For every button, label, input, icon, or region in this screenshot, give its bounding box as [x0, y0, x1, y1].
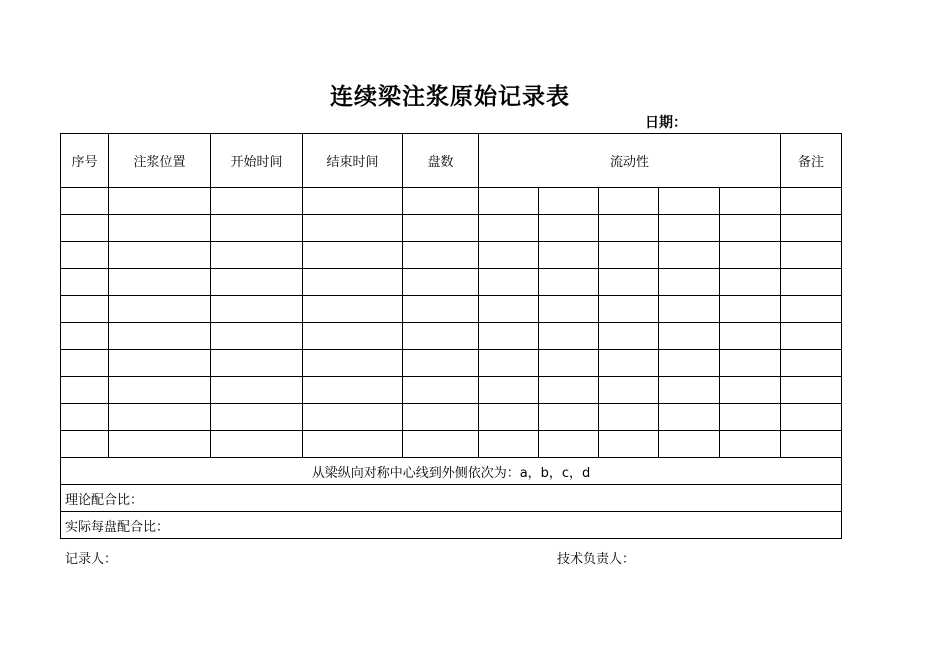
table-cell[interactable] — [720, 431, 781, 458]
table-cell[interactable] — [539, 242, 599, 269]
table-cell[interactable] — [211, 323, 303, 350]
table-cell[interactable] — [403, 350, 479, 377]
table-cell[interactable] — [109, 188, 211, 215]
record-table — [60, 133, 842, 539]
table-cell[interactable] — [479, 188, 539, 215]
table-cell[interactable] — [403, 431, 479, 458]
table-cell[interactable] — [211, 404, 303, 431]
table-cell[interactable] — [539, 431, 599, 458]
table-cell[interactable] — [479, 404, 539, 431]
table-cell[interactable] — [720, 215, 781, 242]
table-row — [61, 404, 842, 431]
table-cell[interactable] — [303, 296, 403, 323]
table-cell[interactable] — [303, 323, 403, 350]
table-cell[interactable] — [109, 269, 211, 296]
table-cell[interactable] — [781, 215, 842, 242]
note-row-text: 从梁纵向对称中心线到外侧依次为：a，b，c，d — [61, 458, 842, 485]
table-cell[interactable] — [599, 215, 659, 242]
table-cell[interactable] — [303, 431, 403, 458]
table-cell[interactable] — [479, 296, 539, 323]
table-cell[interactable] — [539, 188, 599, 215]
table-cell[interactable] — [659, 323, 720, 350]
actual-mix-row — [61, 512, 842, 539]
theory-mix-row — [61, 485, 842, 512]
table-cell[interactable] — [659, 350, 720, 377]
table-cell[interactable] — [109, 377, 211, 404]
table-cell[interactable] — [659, 269, 720, 296]
table-cell[interactable] — [599, 188, 659, 215]
table-cell[interactable] — [781, 296, 842, 323]
table-cell[interactable] — [479, 377, 539, 404]
table-cell[interactable] — [211, 215, 303, 242]
table-cell[interactable] — [539, 215, 599, 242]
table-row — [61, 431, 842, 458]
table-cell[interactable] — [720, 188, 781, 215]
table-cell[interactable] — [303, 188, 403, 215]
table-cell[interactable] — [61, 269, 109, 296]
table-cell[interactable] — [720, 296, 781, 323]
table-cell[interactable] — [211, 188, 303, 215]
table-row — [61, 242, 842, 269]
table-cell[interactable] — [781, 242, 842, 269]
table-cell[interactable] — [720, 269, 781, 296]
table-cell[interactable] — [403, 215, 479, 242]
table-cell[interactable] — [781, 188, 842, 215]
table-cell[interactable] — [479, 431, 539, 458]
table-cell[interactable] — [659, 188, 720, 215]
header-fluidity: 流动性 — [479, 134, 781, 188]
table-cell[interactable] — [109, 350, 211, 377]
table-cell[interactable] — [303, 269, 403, 296]
table-cell[interactable] — [109, 296, 211, 323]
table-cell[interactable] — [659, 431, 720, 458]
table-cell[interactable] — [479, 242, 539, 269]
table-cell[interactable] — [211, 377, 303, 404]
table-cell[interactable] — [211, 350, 303, 377]
table-cell[interactable] — [61, 404, 109, 431]
table-cell[interactable] — [403, 404, 479, 431]
header-batch-count: 盘数 — [403, 134, 479, 188]
table-cell[interactable] — [781, 269, 842, 296]
table-cell[interactable] — [403, 296, 479, 323]
table-cell[interactable] — [109, 404, 211, 431]
table-cell[interactable] — [720, 404, 781, 431]
table-row — [61, 269, 842, 296]
table-cell[interactable] — [599, 404, 659, 431]
table-cell[interactable] — [303, 404, 403, 431]
table-row — [61, 377, 842, 404]
header-position: 注浆位置 — [109, 134, 211, 188]
table-cell[interactable] — [479, 215, 539, 242]
table-cell[interactable] — [720, 377, 781, 404]
table-cell[interactable] — [659, 404, 720, 431]
table-cell[interactable] — [599, 296, 659, 323]
table-cell[interactable] — [211, 269, 303, 296]
table-cell[interactable] — [599, 323, 659, 350]
table-row — [61, 215, 842, 242]
table-cell[interactable] — [109, 431, 211, 458]
table-cell[interactable] — [211, 296, 303, 323]
table-cell[interactable] — [479, 269, 539, 296]
table-cell[interactable] — [61, 215, 109, 242]
table-cell[interactable] — [539, 296, 599, 323]
table-cell[interactable] — [539, 269, 599, 296]
note-row — [61, 458, 842, 485]
table-cell[interactable] — [599, 242, 659, 269]
table-cell[interactable] — [109, 215, 211, 242]
table-row — [61, 323, 842, 350]
table-cell[interactable] — [403, 377, 479, 404]
table-cell[interactable] — [599, 350, 659, 377]
table-cell[interactable] — [303, 350, 403, 377]
table-cell[interactable] — [539, 350, 599, 377]
table-cell[interactable] — [599, 431, 659, 458]
table-cell[interactable] — [403, 323, 479, 350]
theory-mix-row-text: 理论配合比： — [61, 485, 842, 512]
table-cell[interactable] — [61, 188, 109, 215]
table-cell[interactable] — [599, 269, 659, 296]
header-seq: 序号 — [61, 134, 109, 188]
table-cell[interactable] — [303, 215, 403, 242]
table-cell[interactable] — [61, 242, 109, 269]
table-cell[interactable] — [781, 350, 842, 377]
table-cell[interactable] — [109, 323, 211, 350]
table-cell[interactable] — [539, 323, 599, 350]
table-cell[interactable] — [109, 242, 211, 269]
table-cell[interactable] — [61, 296, 109, 323]
recorder-label: 记录人： — [65, 552, 118, 567]
table-cell[interactable] — [211, 242, 303, 269]
table-cell[interactable] — [479, 350, 539, 377]
table-cell[interactable] — [303, 242, 403, 269]
table-row — [61, 296, 842, 323]
table-cell[interactable] — [659, 377, 720, 404]
table-cell[interactable] — [781, 323, 842, 350]
table-cell[interactable] — [61, 431, 109, 458]
table-row — [61, 188, 842, 215]
table-cell[interactable] — [659, 215, 720, 242]
header-start-time: 开始时间 — [211, 134, 303, 188]
table-cell[interactable] — [720, 242, 781, 269]
table-cell[interactable] — [781, 377, 842, 404]
table-cell[interactable] — [720, 350, 781, 377]
table-cell[interactable] — [61, 377, 109, 404]
table-cell[interactable] — [539, 404, 599, 431]
table-cell[interactable] — [539, 377, 599, 404]
table-cell[interactable] — [403, 188, 479, 215]
table-cell[interactable] — [781, 431, 842, 458]
table-cell[interactable] — [720, 323, 781, 350]
table-cell[interactable] — [781, 404, 842, 431]
date-label: 日期： — [645, 115, 687, 131]
header-end-time: 结束时间 — [303, 134, 403, 188]
table-cell[interactable] — [479, 323, 539, 350]
table-cell[interactable] — [403, 269, 479, 296]
table-cell[interactable] — [61, 350, 109, 377]
actual-mix-row-text: 实际每盘配合比： — [61, 512, 842, 539]
page-title: 连续梁注浆原始记录表 — [330, 84, 570, 110]
table-cell[interactable] — [303, 377, 403, 404]
header-remarks: 备注 — [781, 134, 842, 188]
table-cell[interactable] — [659, 242, 720, 269]
table-cell[interactable] — [61, 323, 109, 350]
table-cell[interactable] — [659, 296, 720, 323]
table-cell[interactable] — [403, 242, 479, 269]
tech-lead-label: 技术负责人： — [557, 552, 636, 567]
table-row — [61, 350, 842, 377]
table-cell[interactable] — [599, 377, 659, 404]
header-row — [61, 134, 842, 188]
table-cell[interactable] — [211, 431, 303, 458]
